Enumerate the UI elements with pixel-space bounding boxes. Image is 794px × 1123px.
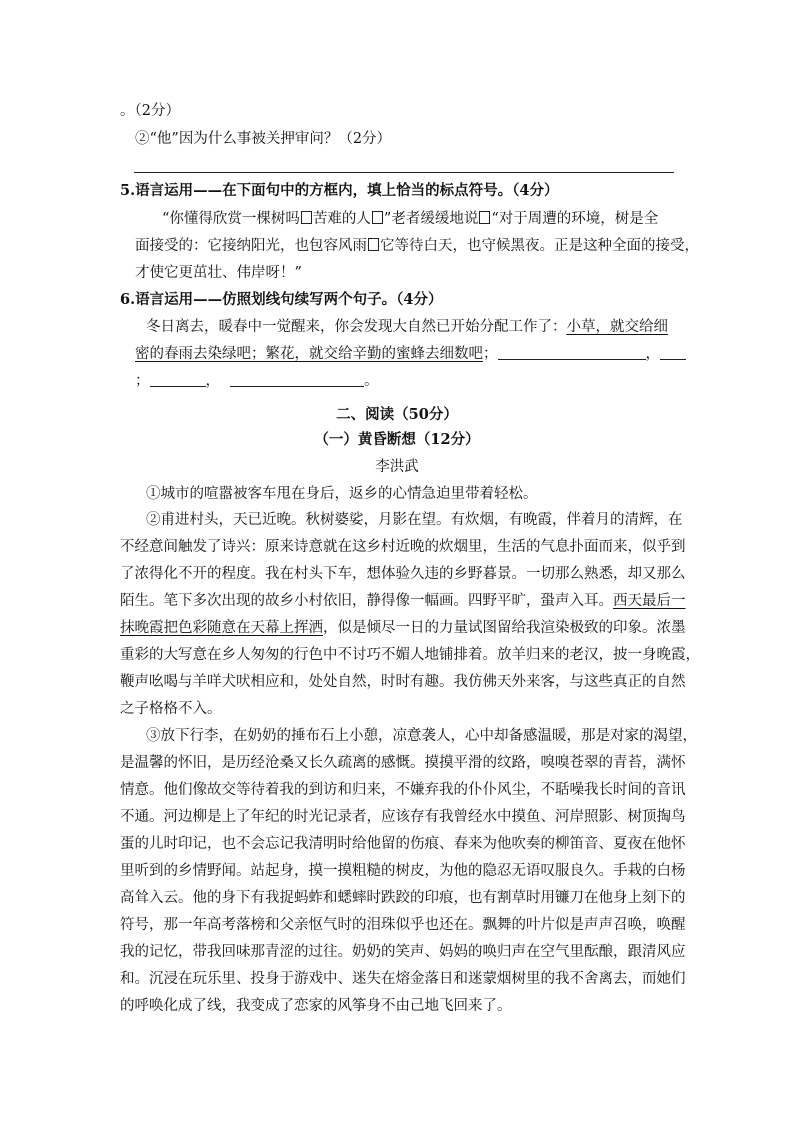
p2-underlined-text: 抹晚霞把色彩随意在天幕上挥洒 [120, 620, 323, 636]
q6-text: 冬日离去，暖春中一觉醒来，你会发现大自然已开始分配工作了： [146, 319, 567, 335]
q4-tail: 。（2分） [120, 103, 180, 119]
paragraph-3-line: 情意。他们像故交等待着我的到访和归来，不嫌弃我的仆仆风尘，不聒噪我长时间的音讯 [120, 782, 686, 798]
fill-blank[interactable] [660, 345, 686, 360]
paragraph-2-line [120, 618, 686, 638]
q5-line-3: 才使它更茁壮、伟岸呀！” [135, 265, 302, 281]
paragraph-3-line: 的呼唤化成了线，我变成了恋家的风筝身不由己地飞回来了。 [120, 998, 512, 1014]
q6-underlined-text: 小草，就交给细 [566, 319, 668, 335]
q6-text: ， [205, 373, 220, 389]
q6-text: ； [135, 373, 150, 389]
answer-line[interactable] [134, 172, 674, 173]
punctuation-box[interactable] [479, 211, 490, 224]
q5-line-2 [135, 236, 699, 256]
paragraph-2-line: 鞭声吆喝与羊咩犬吠相应和，处处自然，时时有趣。我仿佛天外来客，与这些真正的自然 [120, 674, 686, 690]
q6-heading: 6.语言运用——仿照划线句续写两个句子。（4分） [120, 291, 443, 308]
fill-blank[interactable] [150, 372, 206, 387]
fill-blank[interactable] [498, 345, 646, 360]
q5-text: 苦难的人 [312, 211, 371, 227]
paragraph-3-line: 高耸入云。他的身下有我捉蚂蚱和蟋蟀时跌跤的印痕，也有割草时用镰刀在他身上刻下的 [120, 890, 686, 906]
section-title: 二、阅读（50分） [336, 406, 458, 423]
q6-text: ， [645, 346, 660, 362]
q6-underlined-text: 密的春雨去染绿吧；繁花，就交给辛勤的蜜蜂去细数吧 [135, 346, 483, 362]
q5-text: 它等待白天，也守候黑夜。正是这种全面的接受， [380, 238, 699, 254]
q6-text: ； [483, 346, 498, 362]
paragraph-3-line: ③放下行李，在奶奶的捶布石上小憩，凉意袭人，心中却备感温暖，那是对家的渴望， [146, 728, 697, 744]
paragraph-2-line: 不经意间触发了诗兴：原来诗意就在这乡村近晚的炊烟里，生活的气息扑面而来，似乎到 [120, 539, 686, 555]
fill-blank[interactable] [230, 372, 364, 387]
q5-text: “你懂得欣赏一棵树吗 [162, 211, 300, 227]
q6-line-3 [135, 371, 379, 391]
paragraph-3-line: 里听到的乡情野闻。站起身，摸一摸粗糙的树皮，为他的隐忍无语叹服良久。手栽的白杨 [120, 863, 686, 879]
paragraph-2-line: 了浓得化不开的程度。我在村头下车，想体验久违的乡野暮景。一切那么熟悉，却又那么 [120, 566, 686, 582]
q4-subquestion-2: ②“他”因为什么事被关押审问？（2分） [135, 131, 392, 147]
punctuation-box[interactable] [368, 238, 379, 251]
q5-text: “对于周遭的环境，树是全 [491, 211, 659, 227]
paragraph-1: ①城市的喧嚣被客车甩在身后，返乡的心情急迫里带着轻松。 [146, 486, 538, 502]
passage-title: （一）黄昏断想（12分） [314, 431, 480, 448]
p2-text: 陌生。笔下多次出现的故乡小村依旧，静得像一幅画。四野平旷，蛩声入耳。 [120, 593, 613, 609]
paragraph-2-line: 之子格格不入。 [120, 701, 222, 717]
paragraph-2-line: 重彩的大写意在乡人匆匆的行色中不讨巧不媚人地铺排着。放羊归来的老汉，披一身晚霞， [120, 647, 700, 663]
paragraph-2-line: ②甫进村头，天已近晚。秋树婆娑，月影在望。有炊烟，有晚霞，伴着月的清辉，在 [146, 512, 683, 528]
p2-text: ，似是倾尽一日的力量试图留给我渲染极致的印象。浓墨 [323, 620, 686, 636]
q5-text: ”老者缓缓地说 [383, 211, 479, 227]
q6-line-1 [146, 317, 668, 337]
q5-heading: 5.语言运用——在下面句中的方框内，填上恰当的标点符号。（4分） [120, 182, 559, 199]
paragraph-3-line: 我的记忆，带我回味那青涩的过往。奶奶的笑声、妈妈的唤归声在空气里酝酿，跟清风应 [120, 944, 686, 960]
paragraph-3-line: 不通。河边柳是上了年纪的时光记录者，应该存有我曾经水中摸鱼、河岸照影、树顶掏鸟 [120, 809, 686, 825]
paragraph-3-line: 符号，那一年高考落榜和父亲怄气时的泪珠似乎也还在。飘舞的叶片似是声声召唤，唤醒 [120, 917, 686, 933]
p2-underlined-text: 西天最后一 [613, 593, 686, 609]
q5-text: 面接受的：它接纳阳光，也包容风雨 [135, 238, 367, 254]
q6-line-2 [135, 344, 686, 364]
punctuation-box[interactable] [301, 211, 312, 224]
q6-text: 。 [364, 373, 379, 389]
q5-line-1 [162, 209, 658, 229]
punctuation-box[interactable] [372, 211, 383, 224]
paragraph-3-line: 和。沉浸在玩乐里、投身于游戏中、迷失在熔金落日和迷蒙烟树里的我不舍离去，而她们 [120, 971, 686, 987]
author: 李洪武 [375, 459, 419, 475]
paragraph-2-line [120, 591, 686, 611]
paragraph-3-line: 蛋的儿时印记，也不会忘记我清明时给他留的伤痕、春来为他吹奏的柳笛音、夏夜在他怀 [120, 836, 686, 852]
paragraph-3-line: 是温馨的怀旧，是历经沧桑又长久疏离的感慨。摸摸平滑的纹路，嗅嗅苍翠的青苔，满怀 [120, 755, 686, 771]
